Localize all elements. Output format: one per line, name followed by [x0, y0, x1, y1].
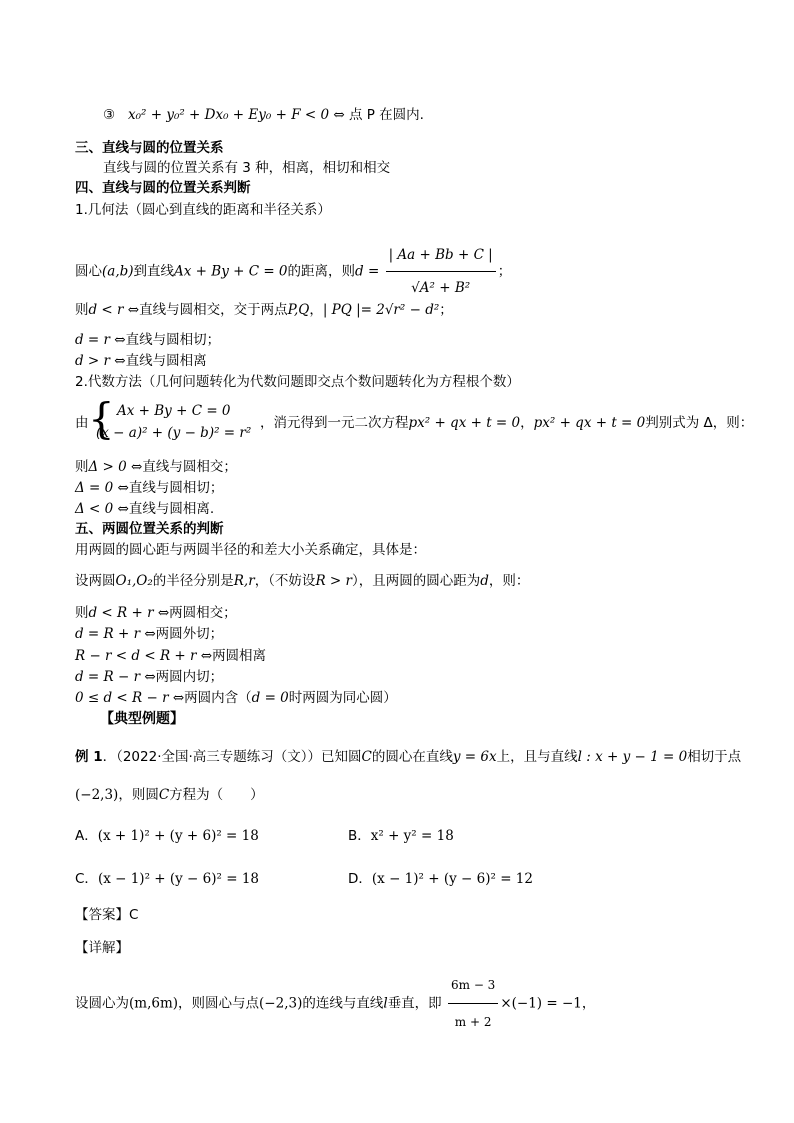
section-heading-4: 四、直线与圆的位置关系判断 [75, 180, 251, 196]
formula: d = [355, 263, 380, 280]
numerator: 6m − 3 [448, 968, 498, 1004]
text: ．（2022·全国·高三专题练习（文））已知圆 [102, 749, 362, 765]
answer: 【答案】C [75, 907, 139, 923]
option-d [348, 870, 533, 888]
option-label: B． [348, 828, 371, 844]
text: 两圆内切； [155, 669, 224, 685]
formula: C [361, 749, 372, 765]
example-1-line-2 [75, 786, 264, 804]
numerator: | Aa + Bb + C | [386, 240, 496, 272]
circle-case-4 [75, 668, 223, 686]
formula: (a,b) [102, 263, 134, 280]
formula: (−2,3) [75, 787, 119, 803]
left-brace: { [88, 394, 115, 443]
text: ； [439, 302, 453, 318]
formula: ×(−1) = −1 [500, 995, 582, 1012]
formula: d [480, 573, 489, 589]
text: 两圆外切； [155, 626, 224, 642]
two-circles-setup [75, 572, 529, 590]
section-heading-5: 五、两圆位置关系的判断 [75, 521, 224, 537]
formula: R,r [233, 573, 255, 589]
solution-fraction [448, 968, 498, 1039]
formula: d < R + r ⇔ [88, 605, 170, 621]
system-eq-1: Ax + By + C = 0 [117, 403, 231, 419]
system-prefix: 由 [75, 415, 89, 431]
circle-case-5 [75, 689, 397, 707]
subsection-title: 1.几何法（圆心到直线的距离和半径关系） [75, 202, 331, 218]
text: ，消元得到一元二次方程 [260, 415, 409, 431]
text: ； [497, 263, 512, 280]
example-label: 例 1 [75, 749, 103, 765]
option-b [348, 827, 454, 845]
formula: y = 6x [452, 749, 497, 765]
text: 设圆心为 [75, 995, 129, 1012]
text: ， [309, 302, 323, 318]
text: 直线与圆相交； [142, 459, 237, 475]
formula: (x − 1)² + (y − 6)² = 18 [97, 871, 260, 887]
text: ， [520, 415, 534, 431]
formula: C [158, 787, 170, 803]
text: 判别式为 Δ，则： [645, 415, 754, 431]
text: ，则圆 [118, 787, 159, 803]
text: 两圆相离 [212, 648, 267, 664]
option-a [75, 827, 259, 845]
text: 直线与圆相切； [125, 332, 221, 348]
formula: x₀² + y₀² + Dx₀ + Ey₀ + F < 0 ⇔ [127, 107, 345, 123]
text: 时两圆为同心圆） [288, 690, 397, 706]
text: 的连线与直线 [302, 995, 384, 1012]
circle-case-2 [75, 625, 223, 643]
item-number: ③ [103, 107, 116, 123]
text: 的圆心在直线 [371, 749, 453, 765]
text: 垂直，即 [387, 995, 442, 1012]
formula: P,Q [287, 302, 310, 318]
system-tail [260, 414, 753, 432]
option-c [75, 870, 259, 888]
examples-heading: 【典型例题】 [100, 711, 184, 727]
text: 设两圆 [75, 573, 116, 589]
text: ， [581, 995, 596, 1012]
formula: d < r ⇔ [88, 302, 140, 318]
system-eq-2: (x − a)² + (y − b)² = r² [96, 425, 252, 441]
text: 直线与圆相离. [128, 501, 215, 517]
formula: (x − 1)² + (y − 6)² = 12 [371, 871, 533, 887]
formula: l [383, 995, 388, 1012]
formula: | PQ |= 2√r² − d² [322, 302, 440, 318]
text: 直线与圆相切； [128, 480, 224, 496]
formula: px² + qx + t = 0 [533, 415, 646, 431]
formula: d > r ⇔ [75, 353, 126, 369]
option-label: C． [75, 871, 98, 887]
formula: px² + qx + t = 0 [408, 415, 521, 431]
circle-case-3 [75, 647, 266, 665]
formula: Δ > 0 ⇔ [88, 459, 143, 475]
formula: Δ = 0 ⇔ [75, 480, 129, 496]
formula: d = r ⇔ [75, 332, 126, 348]
geo-case-2 [75, 331, 220, 349]
text: 则 [75, 302, 89, 318]
text: ，（不妨设 [254, 573, 316, 589]
text: ，则： [488, 573, 530, 589]
text: 方程为（ ） [169, 787, 264, 803]
formula: 0 ≤ d < R − r ⇔ [75, 690, 185, 706]
distance-fraction [386, 240, 496, 303]
text: 则 [75, 605, 89, 621]
denominator: m + 2 [454, 1015, 492, 1029]
text: 到直线 [133, 263, 175, 280]
formula: x² + y² = 18 [370, 828, 454, 844]
alg-case-2 [75, 479, 223, 497]
alg-case-3 [75, 500, 214, 518]
item-3 [103, 106, 424, 124]
formula: R > r [315, 573, 352, 589]
example-1-line-1 [75, 748, 741, 766]
paragraph: 直线与圆的位置关系有 3 种，相离，相切和相交 [103, 160, 391, 176]
formula: d = 0 [251, 690, 289, 706]
subsection-title: 2.代数方法（几何问题转化为代数问题即交点个数问题转化为方程根个数） [75, 374, 520, 390]
alg-case-1 [75, 458, 237, 476]
detail-heading: 【详解】 [75, 940, 129, 956]
formula: Ax + By + C = 0 [174, 263, 288, 280]
solution-line [75, 968, 595, 1039]
formula: R − r < d < R + r ⇔ [75, 648, 213, 664]
text: 圆心 [75, 263, 102, 280]
option-label: A． [75, 828, 98, 844]
text: 上，且与直线 [496, 749, 578, 765]
formula: (x + 1)² + (y + 6)² = 18 [97, 828, 259, 844]
formula: d = R − r ⇔ [75, 669, 156, 685]
formula: l : x + y − 1 = 0 [577, 749, 688, 765]
text: 两圆相交； [169, 605, 237, 621]
text: ），且两圆的圆心距为 [351, 573, 481, 589]
formula: (m,6m) [129, 995, 179, 1012]
text: 两圆内含（ [184, 690, 252, 706]
geo-case-1 [75, 301, 453, 319]
paragraph: 用两圆的圆心距与两圆半径的和差大小关系确定，具体是： [75, 542, 426, 558]
text: 直线与圆相离 [125, 353, 207, 369]
text: 的距离，则 [287, 263, 356, 280]
text: 直线与圆相交，交于两点 [139, 302, 288, 318]
text: 则 [75, 459, 89, 475]
formula: O₁,O₂ [115, 573, 153, 589]
circle-case-1 [75, 604, 237, 622]
item-text: 点 P 在圆内. [348, 107, 424, 123]
formula: d = R + r ⇔ [75, 626, 156, 642]
distance-formula-line [75, 240, 511, 303]
option-label: D． [348, 871, 372, 887]
text: 相切于点 [687, 749, 742, 765]
geo-case-3 [75, 352, 207, 370]
text: ，则圆心与点 [178, 995, 260, 1012]
formula: Δ < 0 ⇔ [75, 501, 129, 517]
formula: (−2,3) [259, 995, 303, 1012]
text: 的半径分别是 [152, 573, 234, 589]
denominator: √A² + B² [411, 280, 471, 296]
section-heading-3: 三、直线与圆的位置关系 [75, 140, 224, 156]
